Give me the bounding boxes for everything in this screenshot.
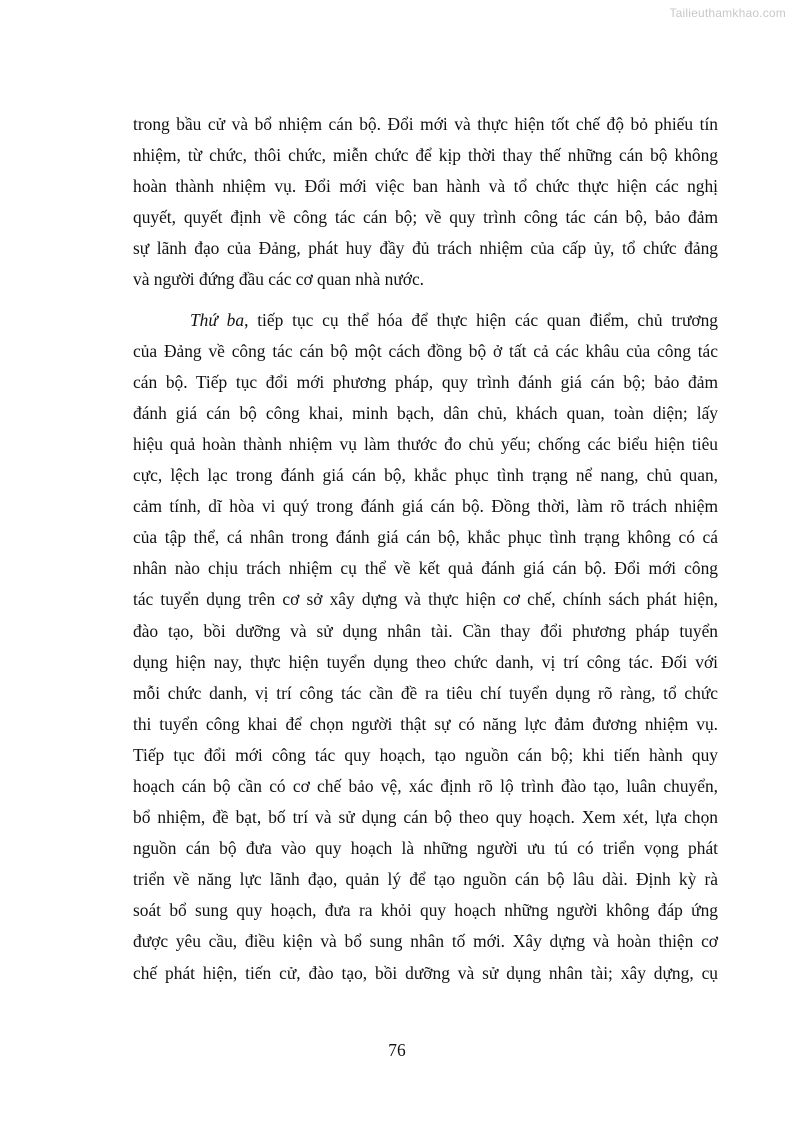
watermark: Tailieuthamkhao.com [669,6,786,20]
text-line: bổ nhiệm, đề bạt, bố trí và sử dụng cán bộ theo quy hoạch. Xem xét, lựa chọn [133,807,718,828]
text-line: nhiệm, từ chức, thôi chức, miễn chức để kịp thời thay thế những cán bộ không [133,145,718,166]
text-line: hoàn thành nhiệm vụ. Đổi mới việc ban hành và tổ chức thực hiện các nghị [133,176,718,197]
text-line-first [133,305,718,336]
paragraph-gap [133,296,718,305]
text-line: của tập thể, cá nhân trong đánh giá cán bộ, khắc phục tình trạng không có cá [133,527,718,548]
text-line: triển về năng lực lãnh đạo, quản lý để tạo nguồn cán bộ lâu dài. Định kỳ rà [133,869,718,890]
text-line: chế phát hiện, tiến cử, đào tạo, bồi dưỡng và sử dụng nhân tài; xây dựng, cụ [133,962,718,983]
first-line-rest: , tiếp tục cụ thể hóa để thực hiện các quan điểm, chủ trương [244,309,718,330]
italic-lead: Thứ ba [190,309,245,330]
text-line: đánh giá cán bộ công khai, minh bạch, dân chủ, khách quan, toàn diện; lấy [133,402,718,423]
text-line: sự lãnh đạo của Đảng, phát huy đầy đủ trách nhiệm của cấp ủy, tổ chức đảng [133,238,718,259]
text-line: đào tạo, bồi dưỡng và sử dụng nhân tài. Cần thay đổi phương pháp tuyển [133,620,718,641]
text-line: Tiếp tục đổi mới công tác quy hoạch, tạo nguồn cán bộ; khi tiến hành quy [133,744,718,765]
page-number: 76 [388,1040,406,1060]
text-line: nhân nào chịu trách nhiệm cụ thể về kết quả đánh giá cán bộ. Đổi mới công [133,558,718,579]
text-line: của Đảng về công tác cán bộ một cách đồng bộ ở tất cả các khâu của công tác [133,340,718,361]
text-line: và người đứng đầu các cơ quan nhà nước. [133,269,425,290]
paragraph-1 [133,109,718,296]
text-line: nguồn cán bộ đưa vào quy hoạch là những người ưu tú có triển vọng phát [133,838,718,859]
text-line: hoạch cán bộ cần có cơ chế bảo vệ, xác định rõ lộ trình đào tạo, luân chuyển, [133,775,718,796]
document-body [133,109,718,989]
text-line: cảm tính, dĩ hòa vi quý trong đánh giá cán bộ. Đồng thời, làm rõ trách nhiệm [133,496,718,517]
paragraph-2 [133,305,718,989]
text-line: thi tuyển công khai để chọn người thật sự có năng lực đảm đương nhiệm vụ. [133,713,718,734]
text-line: dụng hiện nay, thực hiện tuyển dụng theo chức danh, vị trí công tác. Đối với [133,651,718,672]
text-line: cực, lệch lạc trong đánh giá cán bộ, khắc phục tình trạng nể nang, chủ quan, [133,465,718,486]
text-line: quyết, quyết định về công tác cán bộ; về quy trình công tác cán bộ, bảo đảm [133,207,718,228]
text-line: soát bổ sung quy hoạch, đưa ra khỏi quy hoạch những người không đáp ứng [133,900,718,921]
text-line: hiệu quả hoàn thành nhiệm vụ làm thước đo chủ yếu; chống các biểu hiện tiêu [133,433,718,454]
text-line: được yêu cầu, điều kiện và bổ sung nhân tố mới. Xây dựng và hoàn thiện cơ [133,931,718,952]
text-line: cán bộ. Tiếp tục đổi mới phương pháp, quy trình đánh giá cán bộ; bảo đảm [133,371,718,392]
text-line: trong bầu cử và bổ nhiệm cán bộ. Đổi mới và thực hiện tốt chế độ bỏ phiếu tín [133,114,718,134]
text-line: tác tuyển dụng trên cơ sở xây dựng và thực hiện cơ chế, chính sách phát hiện, [133,589,718,610]
text-line: mỗi chức danh, vị trí công tác cần đề ra tiêu chí tuyển dụng rõ ràng, tổ chức [133,682,718,703]
